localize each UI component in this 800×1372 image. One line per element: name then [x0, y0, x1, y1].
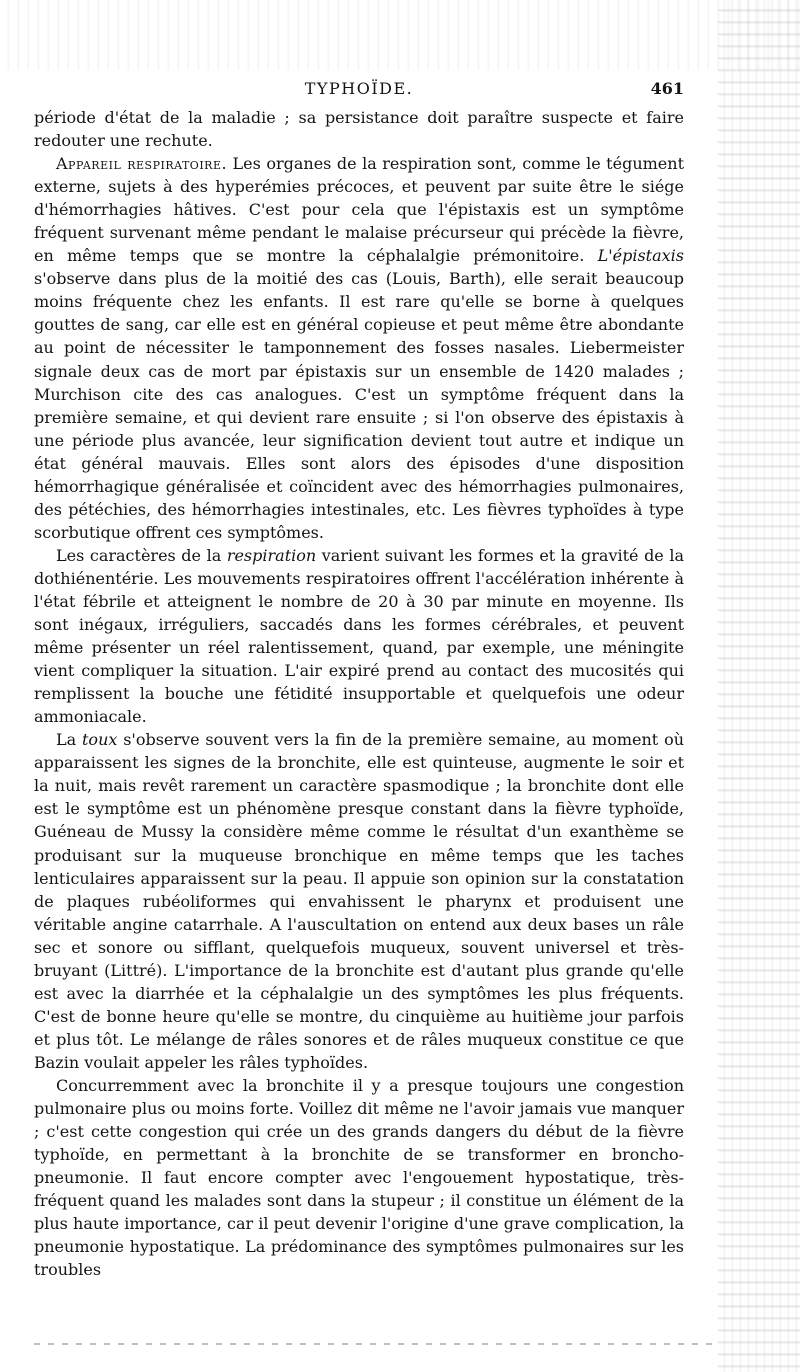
scan-top-noise [0, 0, 800, 70]
paragraph-toux [34, 728, 684, 1074]
text-run: Les caractères de la [56, 545, 227, 565]
paragraph-continuation [34, 106, 684, 152]
paragraph-respiration [34, 544, 684, 728]
paragraph-congestion [34, 1074, 684, 1281]
paragraph-appareil-respiratoire [34, 152, 684, 544]
scan-gutter-noise [718, 0, 800, 1372]
italic-term-respiration: respiration [226, 545, 317, 565]
text-run: varient suivant les formes et la gravité de la dothiénentérie. Les mouvements respiratoires offrent l'accélération inhérente à l'état fébrile et atteignent le nombre de 20 à 30 par minute en moyenne. Ils sont inégaux, irréguliers, saccadés dans les formes cérébrales, et peuvent même présenter un réel ralentissement, quand, par exemple, une méningite vient compliquer la situation. L'air expiré prend au contact des mucosités qui remplissent la bouche une fétidité insupportable et quelquefois une odeur ammoniacale. [34, 545, 685, 727]
text-run: s'observe souvent vers la fin de la première semaine, au moment où apparaissent les signes de la bronchite, elle est quinteuse, augmente le soir et la nuit, mais revêt rarement un caractère spasmodique ; la bronchite dont elle est le symptôme est un phénomène presque constant dans la fièvre typhoïde, Guéneau de Mussy la considère même comme le résultat d'un exanthème se produisant sur la muqueuse bronchique en même temps que les taches lenticulaires apparaissent sur la peau. Il appuie son opinion sur la constatation de plaques rubéoliformes qui envahissent le pharynx et produisent une véritable angine catarrhale. A l'auscultation on entend aux deux bases un râle sec et sonore ou sifflant, quelquefois muqueux, souvent universel et très-bruyant (Littré). L'importance de la bronchite est d'autant plus grande qu'elle est avec la diarrhée et la céphalalgie un des symptômes les plus fréquents. C'est de bonne heure qu'elle se montre, du cinquième au huitième jour parfois et plus tôt. Le mélange de râles sonores et de râles muqueux constitue ce que Bazin voulait appeler les râles typhoïdes. [34, 730, 685, 1072]
running-title: TYPHOÏDE. [304, 79, 414, 98]
scan-bottom-artifact [34, 1343, 714, 1345]
text-run: La [56, 730, 82, 750]
text-run: période d'état de la maladie ; sa persistance doit paraître suspecte et faire redouter une rechute. [34, 108, 684, 151]
text-run: Les organes de la respiration sont, comme le tégument externe, sujets à des hyperémies précoces, et peuvent par suite être le siége d'hémorrhagies hâtives. C'est pour cela que l'épistaxis est un symptôme fréquent survenant même pendant le malaise précurseur qui précède la fièvre, en même temps que se montre la céphalalgie prémonitoire. [34, 154, 685, 266]
italic-term-epistaxis: L'épistaxis [597, 246, 684, 266]
text-run: s'observe dans plus de la moitié des cas (Louis, Barth), elle serait beaucoup moins fréquente chez les enfants. Il est rare qu'elle se borne à quelques gouttes de sang, car elle est en général copieuse et peut même être abondante au point de nécessiter le tamponnement des fosses nasales. Liebermeister signale deux cas de mort par épistaxis sur un ensemble de 1420 malades ; Murchison cite des cas analogues. C'est un symptôme fréquent dans la première semaine, et qui devient rare ensuite ; si l'on observe des épistaxis à une période plus avancée, leur signification devient tout autre et indique un état général mauvais. Elles sont alors des épisodes d'une disposition hémorrhagique généralisée et coïncident avec des hémorrhagies pulmonaires, des pétéchies, des hémorrhagies intestinales, etc. Les fièvres typhoïdes à type scorbutique offrent ces symptômes. [34, 269, 684, 542]
running-header [34, 77, 684, 101]
page-number: 461 [650, 79, 684, 98]
italic-term-toux: toux [82, 730, 118, 750]
text-run: Concurremment avec la bronchite il y a presque toujours une congestion pulmonaire plus ou moins forte. Voillez dit même ne l'avoir jamais vue manquer ; c'est cette congestion qui crée un des grands dangers du début de la fièvre typhoïde, en permettant à la bronchite de se transformer en broncho-pneumonie. Il faut encore compter avec l'engouement hypostatique, très-fréquent quand les malades sont dans la stupeur ; il constitue un élément de la plus haute importance, car il peut devenir l'origine d'une grave complication, la pneumonie hypostatique. La prédominance des symptômes pulmonaires sur les troubles [34, 1075, 684, 1280]
section-heading: Appareil respiratoire. [56, 154, 228, 174]
body-text [34, 106, 684, 1281]
